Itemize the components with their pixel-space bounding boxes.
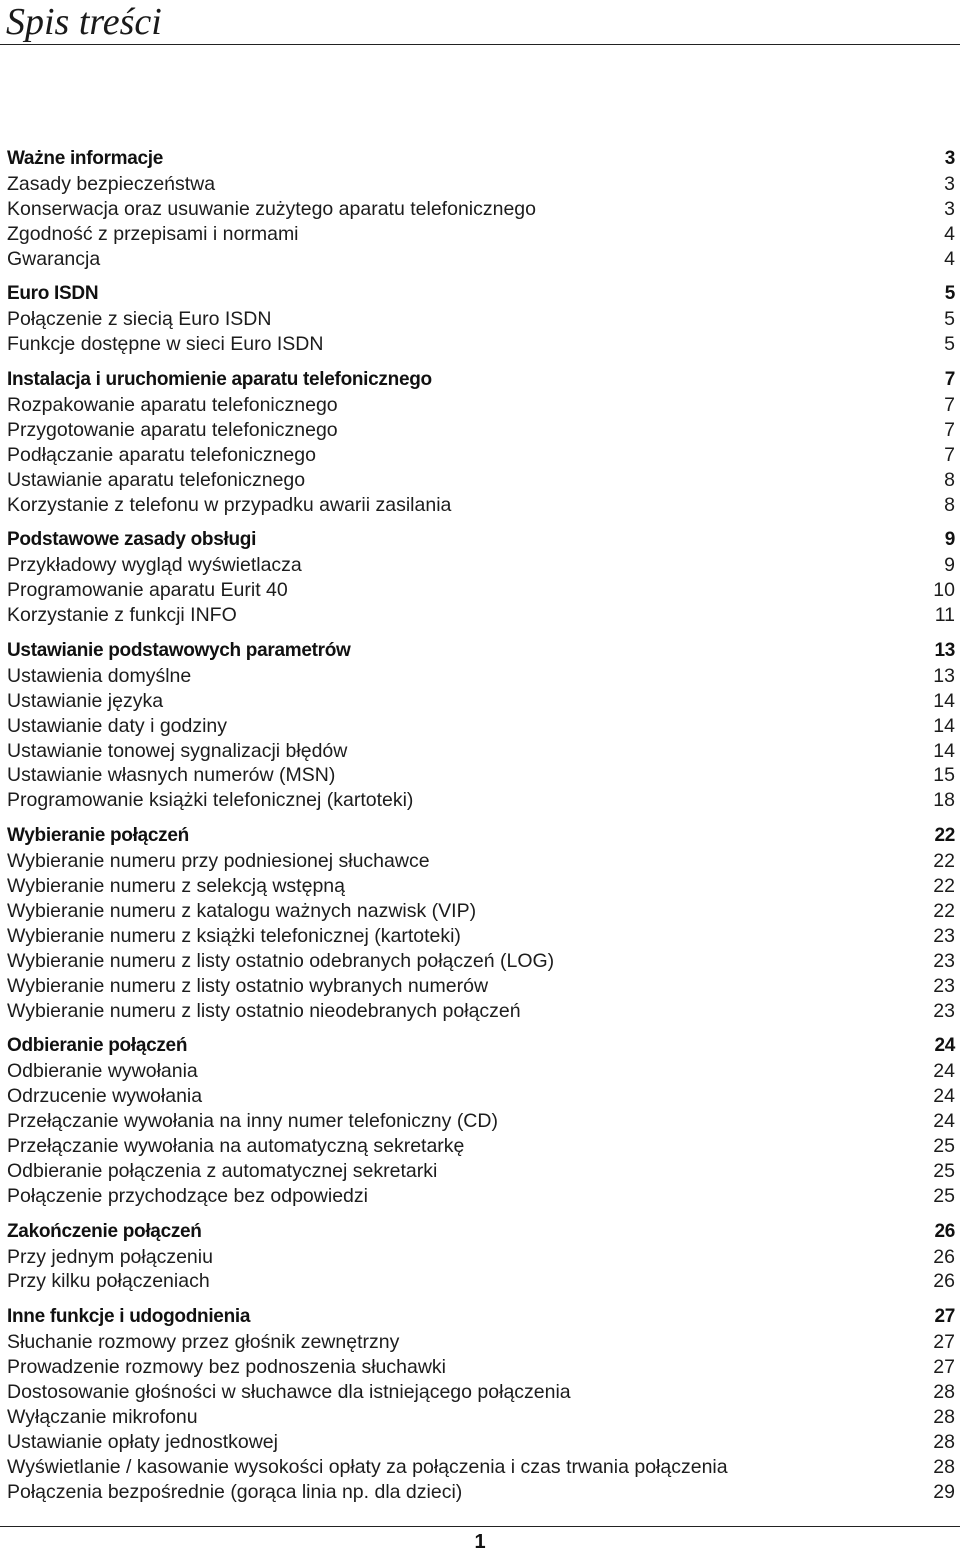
toc-entry[interactable] [7, 949, 955, 974]
toc-entry-label: Gwarancja [7, 247, 101, 270]
toc-entry[interactable] [7, 1430, 955, 1455]
toc-entry[interactable] [7, 307, 955, 332]
toc-entry[interactable] [7, 689, 955, 714]
toc-entry-label: Odrzucenie wywołania [7, 1085, 203, 1108]
toc-entry-label: Przykładowy wygląd wyświetlacza [7, 554, 302, 577]
footer-divider [0, 1526, 960, 1527]
toc-entry-page-number: 5 [944, 308, 955, 331]
toc-section [7, 147, 955, 271]
toc-entry-label: Wyłączanie mikrofonu [7, 1405, 198, 1428]
toc-section-heading-label: Ważne informacje [7, 148, 164, 169]
toc-entry[interactable] [7, 763, 955, 788]
toc-entry-label: Połączenie z siecią Euro ISDN [7, 308, 272, 331]
toc-entry-page-number: 28 [933, 1405, 955, 1428]
toc-entry-label: Podłączanie aparatu telefonicznego [7, 443, 316, 466]
toc-entry-page-number: 29 [933, 1480, 955, 1503]
toc-entry-label: Wybieranie numeru z książki telefonicznej (kartoteki) [7, 924, 461, 947]
toc-entry[interactable] [7, 493, 955, 518]
toc-section [7, 282, 955, 357]
toc-entry[interactable] [7, 1480, 955, 1505]
toc-entry-page-number: 27 [933, 1331, 955, 1354]
toc-entry-label: Wybieranie numeru z listy ostatnio wybranych numerów [7, 974, 489, 997]
toc-entry[interactable] [7, 924, 955, 949]
toc-entry-label: Programowanie książki telefonicznej (kartoteki) [7, 789, 414, 812]
toc-entry[interactable] [7, 1159, 955, 1184]
toc-entry-page-number: 23 [933, 999, 955, 1022]
toc-entry-label: Wybieranie numeru z katalogu ważnych nazwisk (VIP) [7, 899, 477, 922]
toc-entry[interactable] [7, 553, 955, 578]
toc-section [7, 639, 955, 813]
toc-entry-page-number: 28 [933, 1430, 955, 1453]
toc-entry[interactable] [7, 393, 955, 418]
toc-section [7, 1305, 955, 1504]
toc-entry-label: Ustawianie opłaty jednostkowej [7, 1430, 278, 1453]
toc-entry[interactable] [7, 874, 955, 899]
toc-entry-label: Korzystanie z funkcji INFO [7, 604, 237, 627]
toc-entry-page-number: 10 [933, 579, 955, 602]
toc-section-heading-page-number: 26 [934, 1220, 955, 1242]
toc-entry-label: Wyświetlanie / kasowanie wysokości opłaty za połączenia i czas trwania połączenia [7, 1455, 728, 1478]
toc-entry[interactable] [7, 849, 955, 874]
toc-entry[interactable] [7, 1355, 955, 1380]
toc-entry-label: Ustawienia domyślne [7, 664, 192, 687]
toc-entry-page-number: 28 [933, 1380, 955, 1403]
toc-entry-label: Przełączanie wywołania na automatyczną sekretarkę [7, 1134, 465, 1157]
toc-section [7, 368, 955, 517]
toc-section-heading-page-number: 9 [944, 529, 955, 551]
toc-entry-label: Połączenia bezpośrednie (gorąca linia np. dla dzieci) [7, 1480, 463, 1503]
toc-entry-page-number: 7 [944, 418, 955, 441]
toc-section-heading-label: Podstawowe zasady obsługi [7, 529, 257, 551]
toc-entry-page-number: 24 [933, 1110, 955, 1133]
toc-entry-page-number: 14 [933, 689, 955, 712]
toc-section-heading-label: Euro ISDN [7, 283, 99, 305]
table-of-contents [7, 147, 955, 1515]
toc-entry-page-number: 8 [944, 493, 955, 516]
toc-entry-label: Ustawianie daty i godziny [7, 714, 228, 737]
toc-entry-label: Wybieranie numeru z selekcją wstępną [7, 875, 345, 898]
toc-entry[interactable] [7, 739, 955, 764]
toc-entry[interactable] [7, 1380, 955, 1405]
toc-section-heading-label: Inne funkcje i udogodnienia [7, 1306, 251, 1328]
toc-section-heading-label: Zakończenie połączeń [7, 1220, 202, 1242]
toc-entry[interactable] [7, 1245, 955, 1270]
toc-entry-label: Rozpakowanie aparatu telefonicznego [7, 394, 338, 417]
toc-section-heading[interactable] [7, 282, 955, 307]
toc-entry[interactable] [7, 999, 955, 1024]
toc-section-heading-label: Instalacja i uruchomienie aparatu telefonicznego [7, 369, 432, 391]
toc-section-heading[interactable] [7, 147, 955, 172]
toc-entry-label: Ustawianie tonowej sygnalizacji błędów [7, 739, 348, 762]
toc-entry-label: Programowanie aparatu Eurit 40 [7, 579, 288, 602]
toc-entry-label: Ustawianie własnych numerów (MSN) [7, 764, 336, 787]
toc-entry[interactable] [7, 974, 955, 999]
toc-entry-page-number: 7 [944, 443, 955, 466]
toc-entry-label: Przygotowanie aparatu telefonicznego [7, 418, 338, 441]
toc-entry-label: Prowadzenie rozmowy bez podnoszenia słuchawki [7, 1356, 446, 1379]
toc-entry-page-number: 3 [944, 197, 955, 220]
toc-entry-label: Wybieranie numeru przy podniesionej słuchawce [7, 850, 430, 873]
toc-entry-page-number: 24 [933, 1085, 955, 1108]
toc-entry-page-number: 11 [934, 604, 955, 627]
toc-entry-label: Ustawianie języka [7, 689, 164, 712]
toc-entry-page-number: 14 [933, 739, 955, 762]
toc-entry-page-number: 26 [933, 1270, 955, 1293]
toc-entry[interactable] [7, 1455, 955, 1480]
toc-entry[interactable] [7, 443, 955, 468]
toc-entry[interactable] [7, 1134, 955, 1159]
toc-entry-page-number: 13 [933, 664, 955, 687]
toc-entry[interactable] [7, 664, 955, 689]
toc-entry[interactable] [7, 247, 955, 272]
toc-entry-page-number: 9 [944, 554, 955, 577]
toc-entry-label: Korzystanie z telefonu w przypadku awarii zasilania [7, 493, 452, 516]
toc-entry-page-number: 22 [933, 899, 955, 922]
toc-entry-page-number: 18 [933, 789, 955, 812]
toc-entry[interactable] [7, 222, 955, 247]
toc-entry-label: Wybieranie numeru z listy ostatnio odebranych połączeń (LOG) [7, 949, 555, 972]
toc-entry-label: Słuchanie rozmowy przez głośnik zewnętrzny [7, 1331, 400, 1354]
toc-entry-label: Dostosowanie głośności w słuchawce dla istniejącego połączenia [7, 1380, 571, 1403]
toc-section-heading-label: Wybieranie połączeń [7, 825, 189, 847]
toc-section-heading-label: Odbieranie połączeń [7, 1035, 188, 1057]
toc-entry-page-number: 25 [933, 1159, 955, 1182]
toc-entry-label: Przy jednym połączeniu [7, 1245, 213, 1268]
toc-section [7, 1220, 955, 1295]
toc-entry-label: Funkcje dostępne w sieci Euro ISDN [7, 333, 324, 356]
toc-entry[interactable] [7, 1109, 955, 1134]
toc-entry[interactable] [7, 1084, 955, 1109]
toc-entry-label: Przełączanie wywołania na inny numer telefoniczny (CD) [7, 1110, 498, 1133]
toc-section-heading[interactable] [7, 639, 955, 664]
toc-section-heading[interactable] [7, 1034, 955, 1059]
toc-section-heading[interactable] [7, 1220, 955, 1245]
toc-entry[interactable] [7, 197, 955, 222]
toc-section-heading[interactable] [7, 1305, 955, 1330]
toc-entry-page-number: 24 [933, 1060, 955, 1083]
toc-entry-page-number: 25 [933, 1184, 955, 1207]
toc-entry-page-number: 23 [933, 974, 955, 997]
toc-entry[interactable] [7, 714, 955, 739]
toc-entry-page-number: 8 [944, 468, 955, 491]
toc-section-heading-page-number: 3 [944, 148, 955, 169]
toc-section-heading[interactable] [7, 824, 955, 849]
toc-entry[interactable] [7, 1059, 955, 1084]
toc-entry-page-number: 4 [944, 222, 955, 245]
toc-entry-label: Zgodność z przepisami i normami [7, 222, 299, 245]
page-number: 1 [474, 1531, 486, 1553]
toc-entry-label: Ustawianie aparatu telefonicznego [7, 468, 306, 491]
toc-entry-page-number: 7 [944, 394, 955, 417]
toc-entry-page-number: 22 [933, 875, 955, 898]
toc-entry-page-number: 14 [933, 714, 955, 737]
toc-entry-label: Wybieranie numeru z listy ostatnio nieodebranych połączeń [7, 999, 521, 1022]
toc-entry-page-number: 23 [933, 924, 955, 947]
toc-entry-label: Przy kilku połączeniach [7, 1270, 210, 1293]
toc-entry[interactable] [7, 468, 955, 493]
toc-entry-page-number: 4 [944, 247, 955, 270]
toc-entry[interactable] [7, 578, 955, 603]
toc-section-heading-page-number: 13 [934, 640, 955, 662]
toc-section-heading-label: Ustawianie podstawowych parametrów [7, 640, 351, 662]
title-divider [0, 44, 960, 45]
toc-entry[interactable] [7, 172, 955, 197]
toc-entry[interactable] [7, 899, 955, 924]
toc-entry[interactable] [7, 1405, 955, 1430]
toc-entry-page-number: 15 [933, 764, 955, 787]
toc-entry-page-number: 3 [944, 172, 955, 195]
toc-entry-label: Konserwacja oraz usuwanie zużytego aparatu telefonicznego [7, 197, 536, 220]
toc-entry-label: Odbieranie połączenia z automatycznej sekretarki [7, 1159, 438, 1182]
toc-entry[interactable] [7, 1269, 955, 1294]
toc-entry[interactable] [7, 1330, 955, 1355]
document-title: Spis treści [6, 1, 162, 43]
toc-section [7, 528, 955, 628]
toc-entry-page-number: 26 [933, 1245, 955, 1268]
toc-section-heading[interactable] [7, 528, 955, 553]
toc-section [7, 1034, 955, 1208]
toc-entry[interactable] [7, 332, 955, 357]
toc-entry[interactable] [7, 418, 955, 443]
toc-section-heading-page-number: 27 [934, 1306, 955, 1328]
toc-entry-page-number: 23 [933, 949, 955, 972]
toc-section-heading-page-number: 7 [944, 369, 955, 391]
toc-section-heading[interactable] [7, 368, 955, 393]
toc-entry-label: Połączenie przychodzące bez odpowiedzi [7, 1184, 368, 1207]
toc-entry[interactable] [7, 788, 955, 813]
toc-section [7, 824, 955, 1023]
toc-section-heading-page-number: 5 [944, 283, 955, 305]
toc-entry[interactable] [7, 603, 955, 628]
toc-entry-label: Odbieranie wywołania [7, 1060, 198, 1083]
toc-entry[interactable] [7, 1184, 955, 1209]
toc-entry-page-number: 28 [933, 1455, 955, 1478]
toc-entry-page-number: 27 [933, 1356, 955, 1379]
toc-entry-label: Zasady bezpieczeństwa [7, 172, 216, 195]
toc-entry-page-number: 22 [933, 850, 955, 873]
toc-section-heading-page-number: 22 [934, 825, 955, 847]
toc-entry-page-number: 5 [944, 333, 955, 356]
toc-section-heading-page-number: 24 [934, 1035, 955, 1057]
toc-entry-page-number: 25 [933, 1134, 955, 1157]
